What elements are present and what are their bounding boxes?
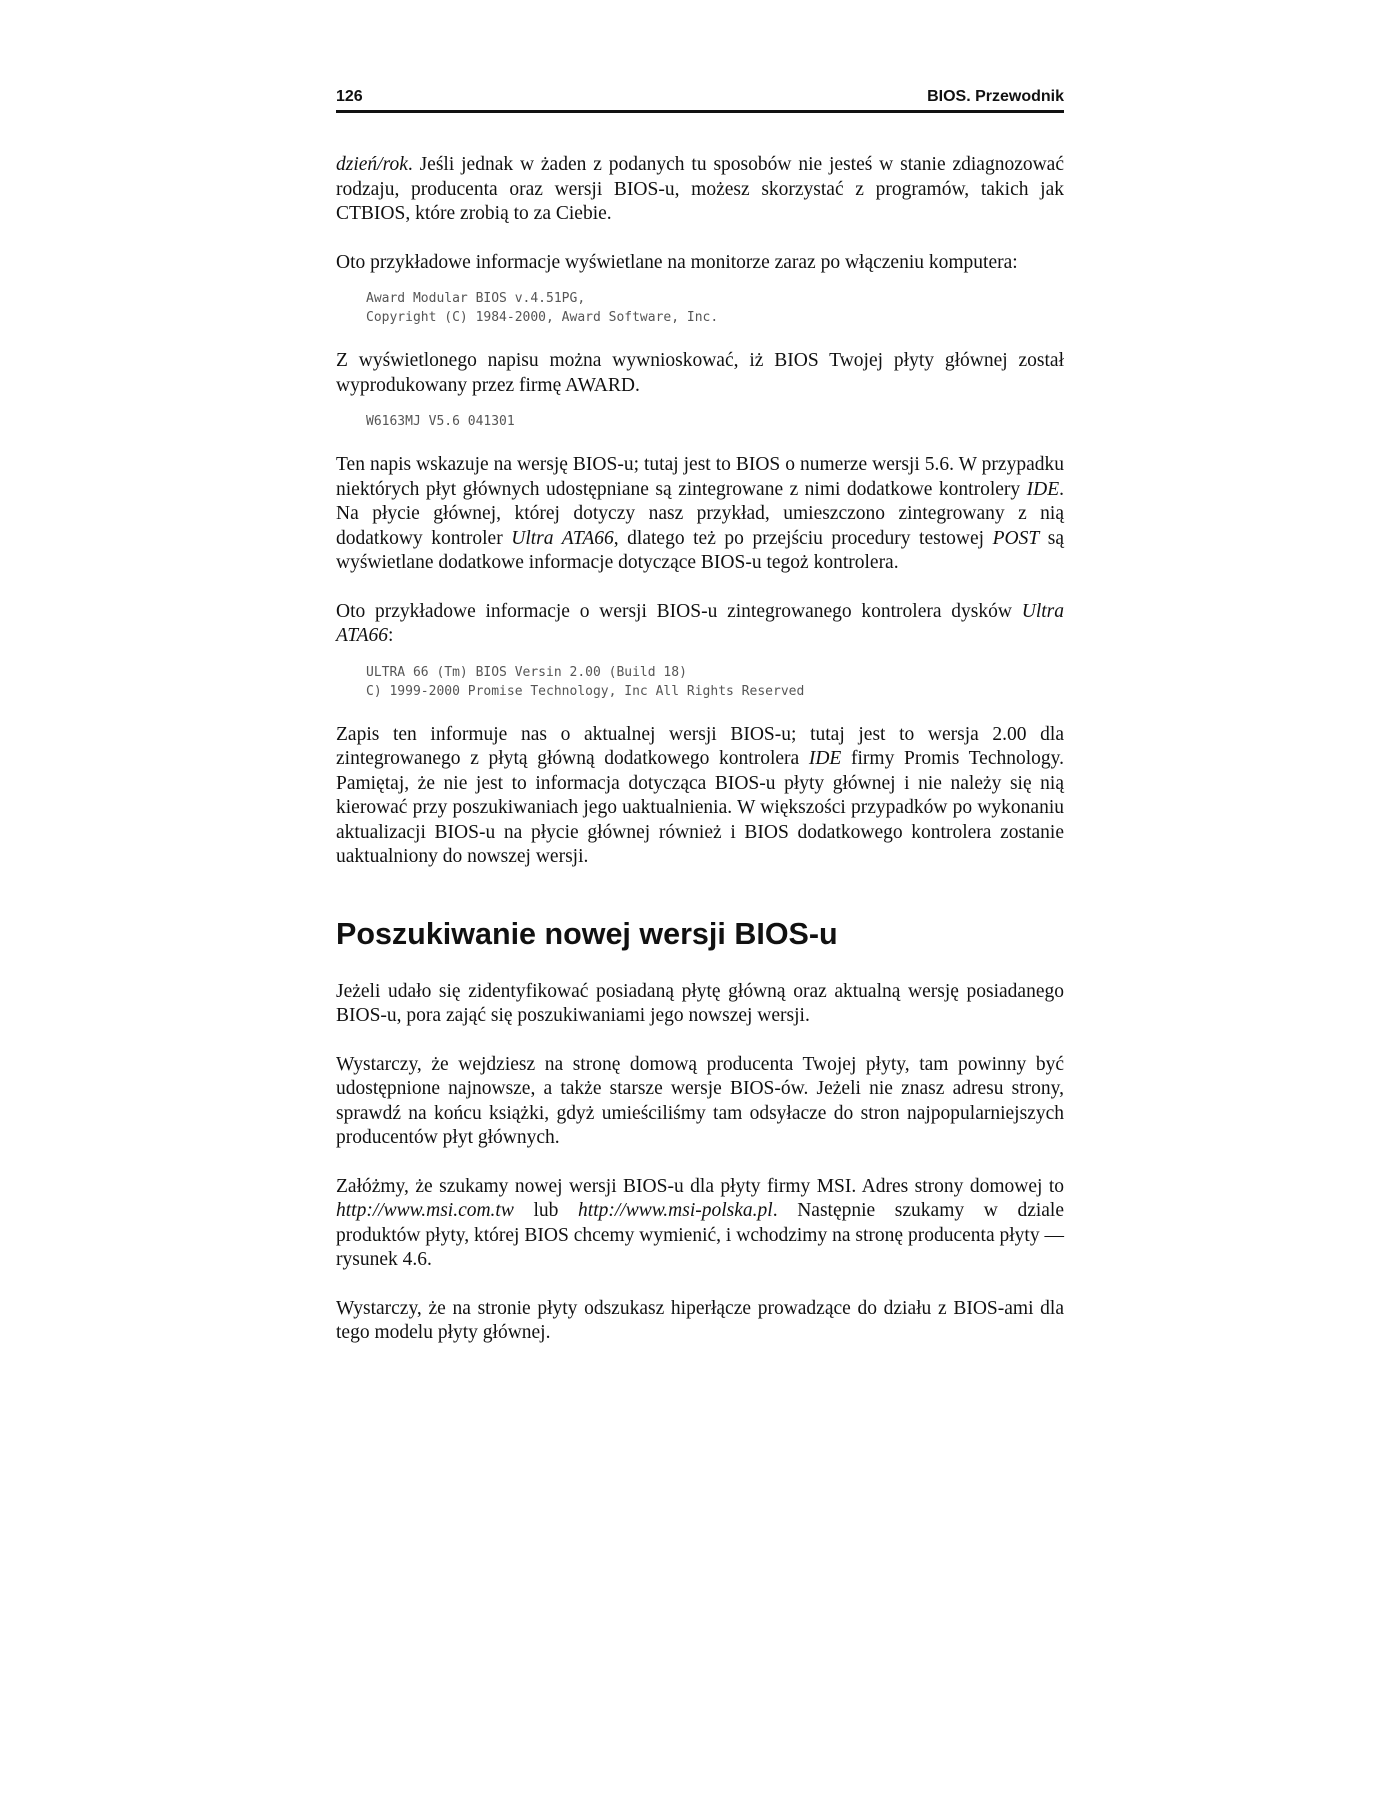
code-listing: [366, 289, 1064, 327]
page-number: 126: [336, 88, 363, 105]
code-line: C) 1999-2000 Promise Technology, Inc All Rights Reserved: [366, 683, 805, 699]
text-run: Załóżmy, że szukamy nowej wersji BIOS-u dla płyty firmy MSI. Adres strony domowej to: [336, 1175, 1064, 1197]
running-header: [336, 88, 1064, 113]
code-line: Award Modular BIOS v.4.51PG,: [366, 291, 586, 306]
code-line: W6163MJ V5.6 041301: [366, 414, 515, 429]
running-title: BIOS. Przewodnik: [927, 88, 1064, 105]
italic-text: POST: [992, 527, 1040, 549]
paragraph: [336, 453, 1064, 576]
text-run: :: [388, 625, 394, 646]
text-run: Ten napis wskazuje na wersję BIOS-u; tutaj jest to BIOS o numerze wersji 5.6. W przypadku niektórych płyt głównych udostępniane są zintegrowane z nimi dodatkowe kontrolery: [336, 454, 1064, 500]
code-listing: [366, 663, 1064, 701]
book-page: [336, 88, 1064, 1370]
italic-text: dzień/rok: [336, 154, 408, 175]
text-run: Wystarczy, że na stronie płyty odszukasz hiperłącze prowadzące do działu z BIOS-ami dla tego modelu płyty głównej.: [336, 1297, 1064, 1343]
code-line: Copyright (C) 1984-2000, Award Software, Inc.: [366, 310, 719, 325]
text-run: Oto przykładowe informacje wyświetlane na monitorze zaraz po włączeniu komputera:: [336, 251, 1018, 273]
text-run: firmy Promis Technology. Pamiętaj, że nie jest to informacja dotycząca BIOS-u płyty głównej i nie należy się nią kierować przy poszukiwaniach jego uaktualnienia. W większości przypadków po wykonaniu aktualizacji BIOS-u na płycie głównej również i BIOS dodatkowego kontrolera zostanie uaktualniony do nowszej wersji.: [336, 748, 1064, 867]
paragraph: [336, 251, 1064, 276]
text-run: Z wyświetlonego napisu można wywnioskować, iż BIOS Twojej płyty głównej został wyprodukowany przez firmę AWARD.: [336, 350, 1064, 396]
paragraph: [336, 153, 1064, 227]
text-run: lub: [513, 1200, 579, 1221]
paragraph: [336, 723, 1064, 870]
code-line: ULTRA 66 (Tm) BIOS Versin 2.00 (Build 18): [366, 664, 687, 680]
text-run: Oto przykładowe informacje o wersji BIOS-u zintegrowanego kontrolera dysków: [336, 600, 1022, 622]
text-run: . Na płycie głównej, której dotyczy nasz przykład, umieszczono zintegrowany z nią dodatkowy kontroler: [336, 478, 1064, 549]
text-run: Jeżeli udało się zidentyfikować posiadaną płytę główną oraz aktualną wersję posiadanego BIOS-u, pora zająć się poszukiwaniami jego nowszej wersji.: [336, 980, 1064, 1026]
text-run: są wyświetlane dodatkowe informacje dotyczące BIOS-u tegoż kontrolera.: [336, 527, 1064, 573]
paragraph: [336, 1175, 1064, 1273]
italic-text: Ultra ATA66: [511, 527, 614, 549]
paragraph: [336, 1297, 1064, 1346]
italic-text: IDE: [1026, 478, 1060, 500]
code-listing: [366, 412, 1064, 431]
text-run: . Jeśli jednak w żaden z podanych tu sposobów nie jesteś w stanie zdiagnozować rodzaju, producenta oraz wersji BIOS-u, możesz skorzystać z programów, takich jak CTBIOS, które zrobią to za Ciebie.: [336, 154, 1064, 224]
page-content: [336, 153, 1064, 1346]
paragraph: [336, 600, 1064, 649]
text-run: Wystarczy, że wejdziesz na stronę domową producenta Twojej płyty, tam powinny być udostępnione najnowsze, a także starsze wersje BIOS-ów. Jeżeli nie znasz adresu strony, sprawdź na końcu książki, gdyż umieściliśmy tam odsyłacze do stron najpopularniejszych producentów płyt głównych.: [336, 1053, 1064, 1148]
italic-text: http://www.msi.com.tw: [336, 1200, 514, 1221]
text-run: Zapis ten informuje nas o aktualnej wersji BIOS-u; tutaj jest to wersja 2.00 dla zintegrowanego z płytą główną dodatkowego kontrolera: [336, 723, 1064, 769]
text-run: . Następnie szukamy w dziale produktów płyty, której BIOS chcemy wymienić, i wchodzimy na stronę producenta płyty — rysunek 4.6.: [336, 1200, 1064, 1270]
section-heading: Poszukiwanie nowej wersji BIOS-u: [336, 916, 838, 951]
text-run: , dlatego też po przejściu procedury testowej: [613, 527, 993, 549]
italic-text: IDE: [808, 748, 842, 769]
paragraph: [336, 349, 1064, 398]
paragraph: [336, 1053, 1064, 1151]
paragraph: [336, 980, 1064, 1029]
italic-text: Ultra ATA66: [336, 600, 1064, 646]
italic-text: http://www.msi-polska.pl: [578, 1200, 773, 1221]
